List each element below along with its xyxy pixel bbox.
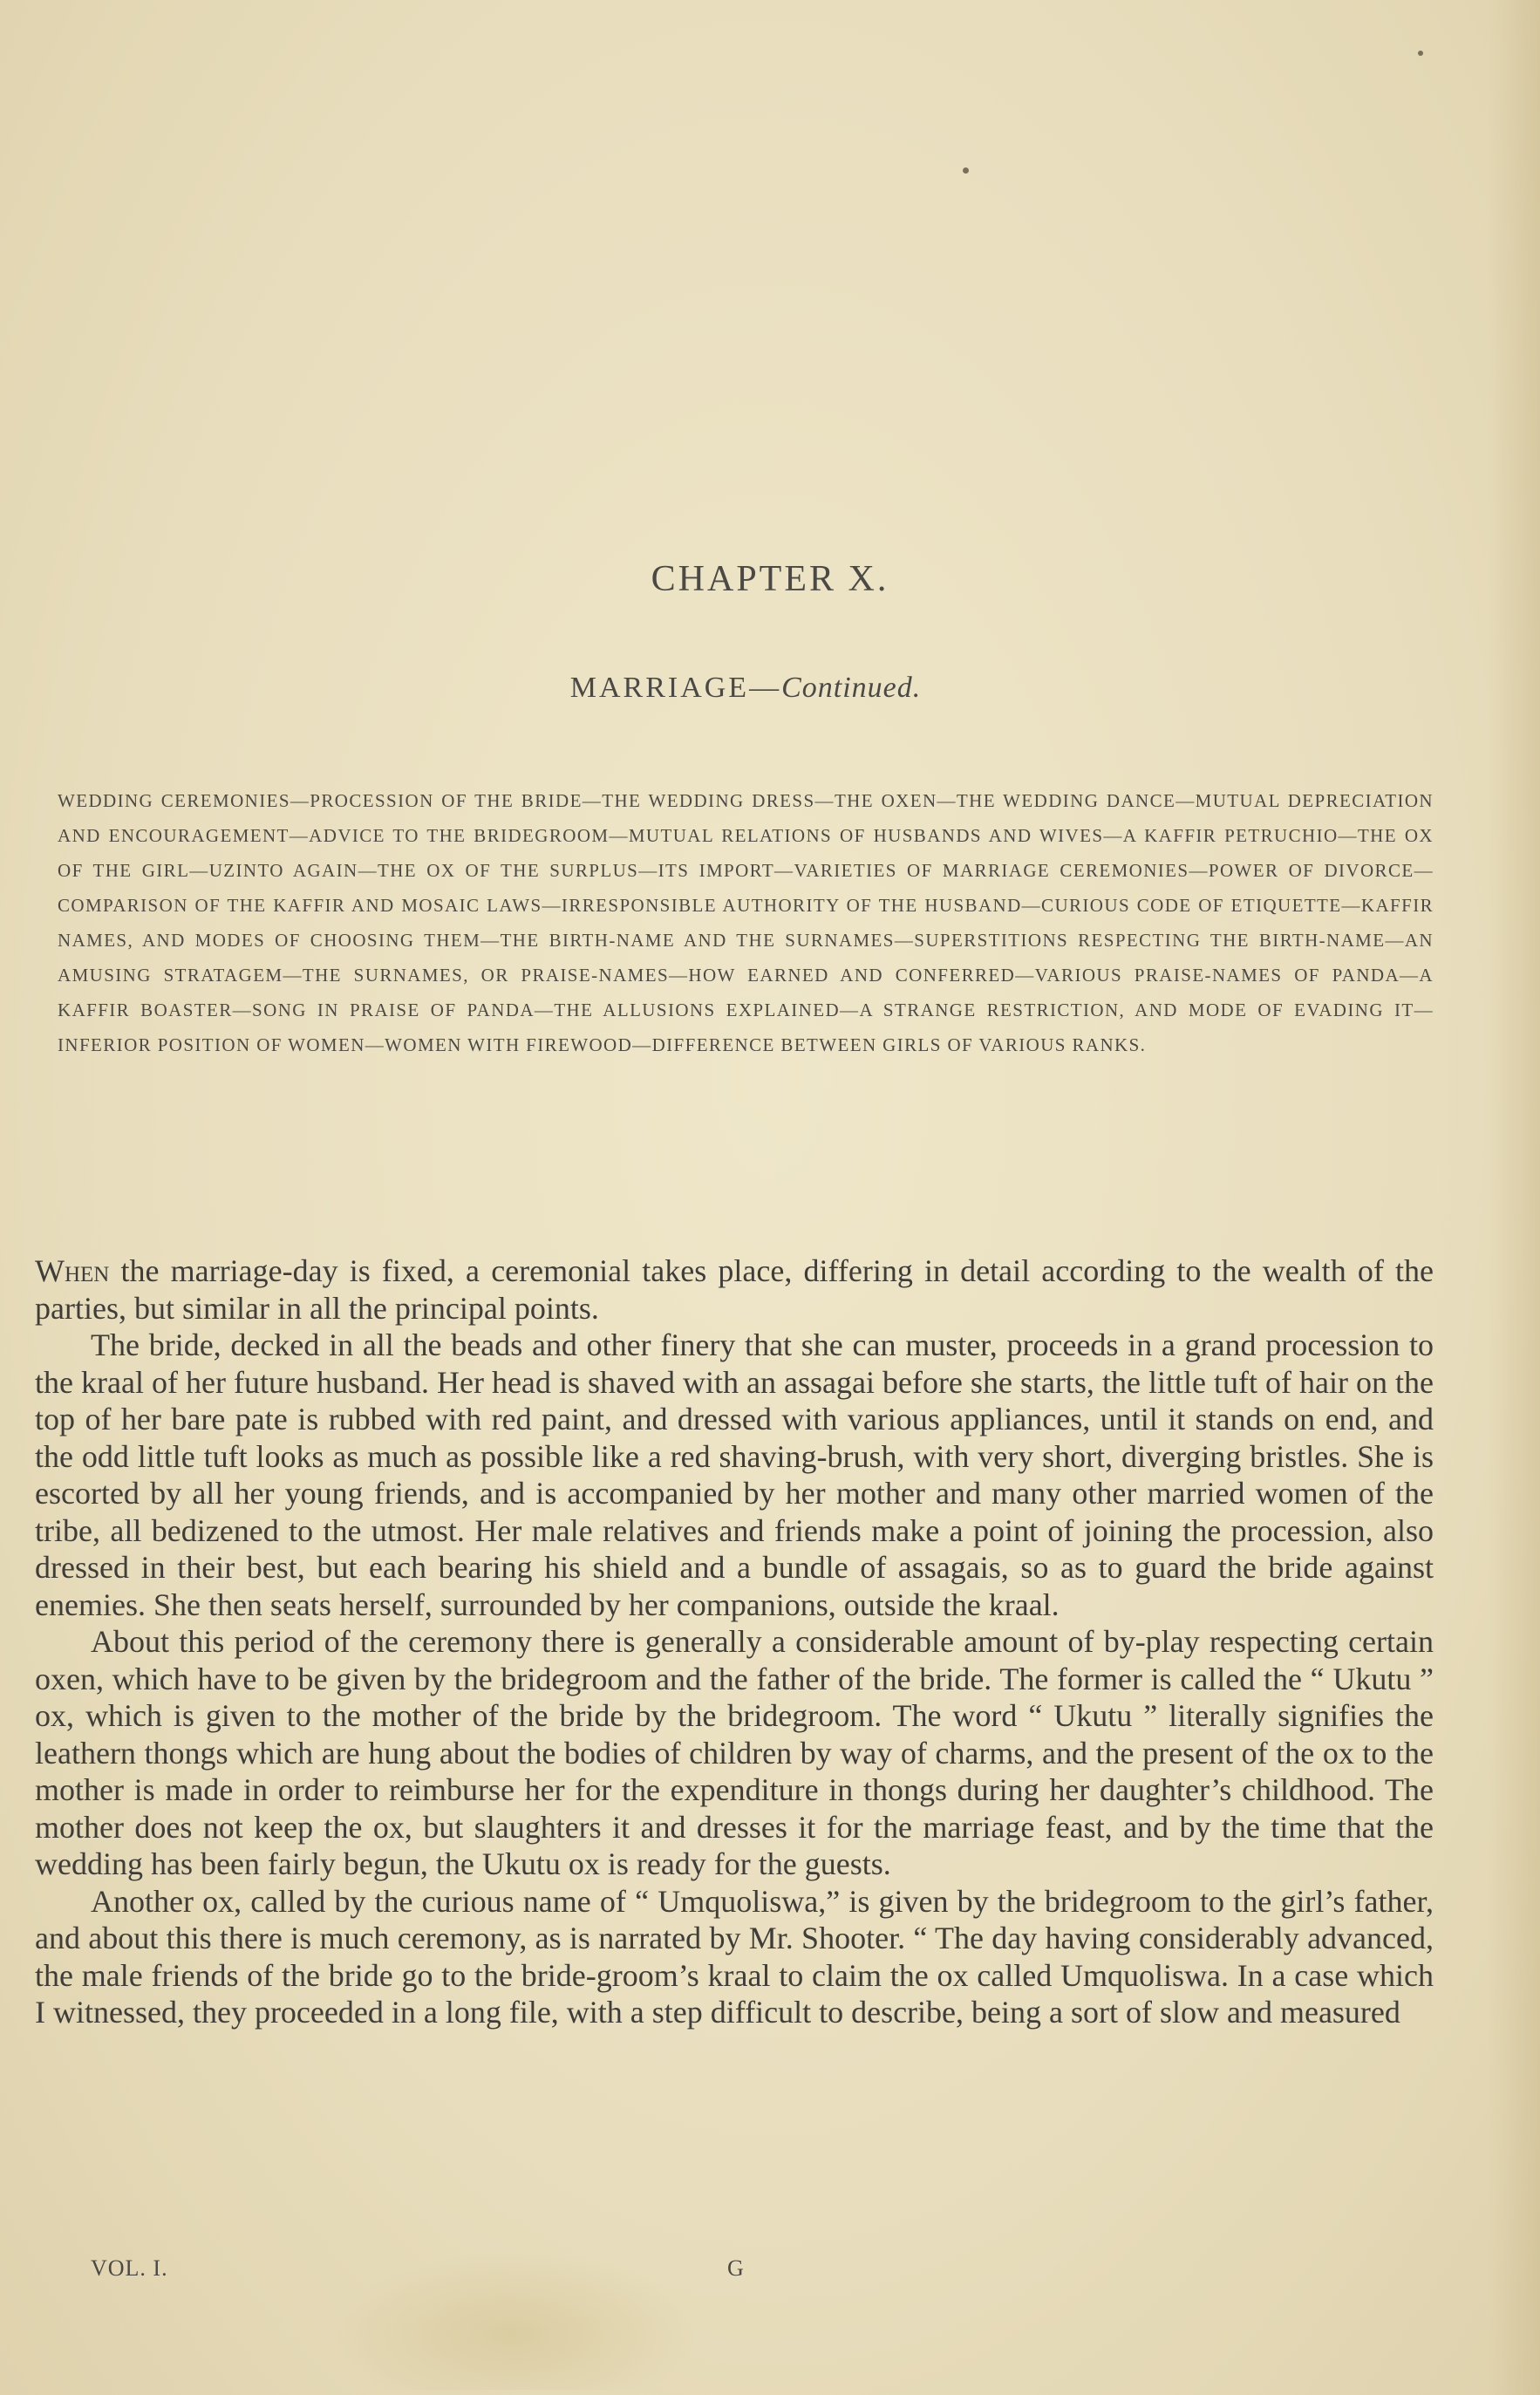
paragraph-4: Another ox, called by the curious name of “ Umquoliswa,” is given by the bridegroom to the girl’s father, and about this there is much ceremony, as is narrated by Mr. Shooter. “ The day having considerably advanced, the male friends of the bride go to the bride-groom’s kraal to claim the ox called Umquoliswa. In a case which I witnessed, they proceeded in a long file, with a step difficult to describe, being a sort of slow and measured [35, 1883, 1434, 2030]
paragraph-1 [35, 1252, 1434, 1327]
subtitle-main: MARRIAGE [569, 672, 750, 704]
volume-mark: VOL. I. [91, 2255, 168, 2281]
chapter-synopsis [58, 783, 1434, 1062]
paragraph-2: The bride, decked in all the beads and other finery that she can muster, proceeds in a grand procession to the kraal of her future husband. Her head is shaved with an assagai before she starts, the little tuft of hair on the top of her bare pate is rubbed with red paint, and dressed with various appliances, until it stands on end, and the odd little tuft looks as much as possible like a red shaving-brush, with very short, diverging bristles. She is escorted by all her young friends, and is accompanied by her mother and many other married women of the tribe, all bedizened to the utmost. Her male relatives and friends make a point of joining the procession, also dressed in their best, but each bearing his shield and a bundle of assagais, so as to guard the bride against enemies. She then seats herself, surrounded by her companions, outside the kraal. [35, 1327, 1434, 1622]
bottom-stain [331, 2250, 698, 2390]
lead-word: When [35, 1253, 110, 1288]
edge-stain [1488, 0, 1540, 2395]
subtitle-separator: — [749, 672, 782, 704]
paper-speck [963, 167, 969, 174]
paragraph-3: About this period of the ceremony there is generally a considerable amount of by-play respecting certain oxen, which have to be given by the bridegroom and the father of the bride. The former is called the “ Ukutu ” ox, which is given to the mother of the bride by the bridegroom. The word “ Ukutu ” literally signifies the leathern thongs which are hung about the bodies of children by way of charms, and the present of the ox to the mother is made in order to reimburse her for the expenditure in thongs during her daughter’s childhood. The mother does not keep the ox, but slaughters it and dresses it for the marriage feast, and by the time that the wedding has been fairly begun, the Ukutu ox is ready for the guests. [35, 1624, 1434, 1881]
signature-mark: G [727, 2255, 744, 2281]
chapter-subtitle [0, 672, 1491, 705]
synopsis-text: WEDDING CEREMONIES—PROCESSION OF THE BRIDE—THE WEDDING DRESS—THE OXEN—THE WEDDING DANCE—MUTUAL DEPRECIATION AND ENCOURAGEMENT—ADVICE TO THE BRIDEGROOM—MUTUAL RELATIONS OF HUSBANDS AND WIVES—A KAFFIR PETRUCHIO—THE OX OF THE GIRL—UZINTO AGAIN—THE OX OF THE SURPLUS—ITS IMPORT—VARIETIES OF MARRIAGE CEREMONIES—POWER OF DIVORCE—COMPARISON OF THE KAFFIR AND MOSAIC LAWS—IRRESPONSIBLE AUTHORITY OF THE HUSBAND—CURIOUS CODE OF ETIQUETTE—KAFFIR NAMES, AND MODES OF CHOOSING THEM—THE BIRTH-NAME AND THE SURNAMES—SUPERSTITIONS RESPECTING THE BIRTH-NAME—AN AMUSING STRATAGEM—THE SURNAMES, OR PRAISE-NAMES—HOW EARNED AND CONFERRED—VARIOUS PRAISE-NAMES OF PANDA—A KAFFIR BOASTER—SONG IN PRAISE OF PANDA—THE ALLUSIONS EXPLAINED—A STRANGE RESTRICTION, AND MODE OF EVADING IT—INFERIOR POSITION OF WOMEN—WOMEN WITH FIREWOOD—DIFFERENCE BETWEEN GIRLS OF VARIOUS RANKS. [58, 790, 1434, 1055]
body-text [35, 1252, 1434, 2031]
paragraph-1-text: the marriage-day is fixed, a ceremonial takes place, differing in detail according to the wealth of the parties, but similar in all the principal points. [35, 1253, 1434, 1326]
chapter-title: CHAPTER X. [651, 559, 889, 599]
paper-speck [1418, 51, 1423, 56]
subtitle-continued: Continued. [781, 672, 922, 704]
